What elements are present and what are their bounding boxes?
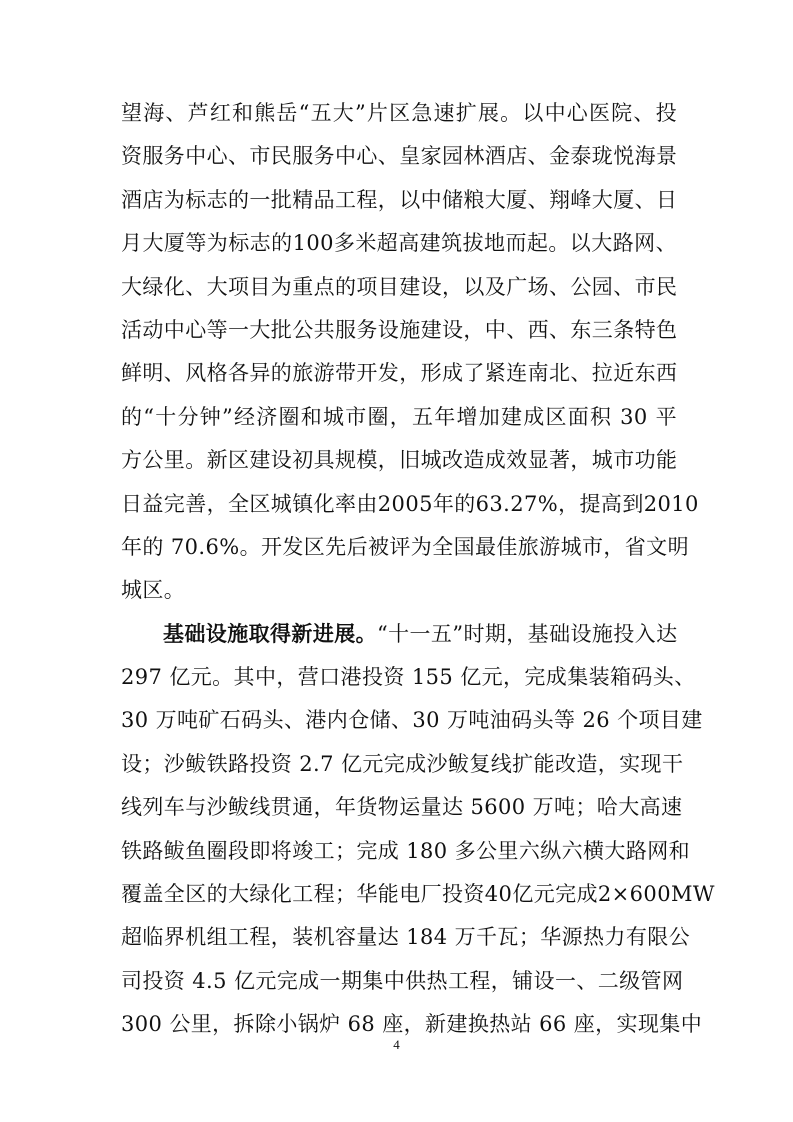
text-line: 覆盖全区的大绿化工程；华能电厂投资40亿元完成2×600MW [121, 882, 715, 907]
text-line: 城区。 [121, 578, 186, 603]
body-text [121, 92, 715, 1047]
first-line-rest: “十一五”时期，基础设施投入达 [377, 621, 678, 646]
page-number: 4 [393, 1037, 400, 1052]
text-line: 30 万吨矿石码头、港内仓储、30 万吨油码头等 26 个项目建 [121, 708, 703, 733]
text-line: 大绿化、大项目为重点的项目建设，以及广场、公园、市民 [121, 274, 678, 299]
text-line: 日益完善，全区城镇化率由2005年的63.27%，提高到2010 [121, 491, 699, 516]
paragraph-infrastructure [121, 613, 715, 1047]
text-line: 300 公里，拆除小锅炉 68 座，新建换热站 66 座，实现集中 [121, 1012, 703, 1037]
text-line: 资服务中心、市民服务中心、皇家园林酒店、金泰珑悦海景 [121, 144, 678, 169]
text-line: 方公里。新区建设初具规模，旧城改造成效显著，城市功能 [121, 448, 678, 473]
paragraph-urban-development [121, 92, 699, 613]
text-line: 酒店为标志的一批精品工程，以中储粮大厦、翔峰大厦、日 [121, 187, 678, 212]
text-line: 月大厦等为标志的100多米超高建筑拔地而起。以大路网、 [121, 231, 677, 256]
text-line: 超临界机组工程，装机容量达 184 万千瓦；华源热力有限公 [121, 925, 691, 950]
text-line: 鲜明、风格各异的旅游带开发，形成了紧连南北、拉近东西 [121, 361, 678, 386]
text-line: 铁路鲅鱼圈段即将竣工；完成 180 多公里六纵六横大路网和 [121, 838, 691, 863]
text-line: 活动中心等一大批公共服务设施建设，中、西、东三条特色 [121, 317, 678, 342]
paragraph-lead-heading: 基础设施取得新进展。 [163, 621, 377, 646]
text-line: 司投资 4.5 亿元完成一期集中供热工程，铺设一、二级管网 [121, 968, 684, 993]
paragraph-first-line [121, 613, 677, 656]
text-line: 的“十分钟”经济圈和城市圈，五年增加建成区面积 30 平 [121, 404, 677, 429]
text-line: 线列车与沙鲅线贯通，年货物运量达 5600 万吨；哈大高速 [121, 795, 683, 820]
text-line: 望海、芦红和熊岳“五大”片区急速扩展。以中心医院、投 [121, 101, 677, 125]
text-line: 297 亿元。其中，营口港投资 155 亿元，完成集装箱码头、 [121, 665, 696, 690]
text-line: 年的 70.6%。开发区先后被评为全国最佳旅游城市，省文明 [121, 534, 689, 559]
text-line: 设；沙鲅铁路投资 2.7 亿元完成沙鲅复线扩能改造，实现干 [121, 751, 684, 776]
